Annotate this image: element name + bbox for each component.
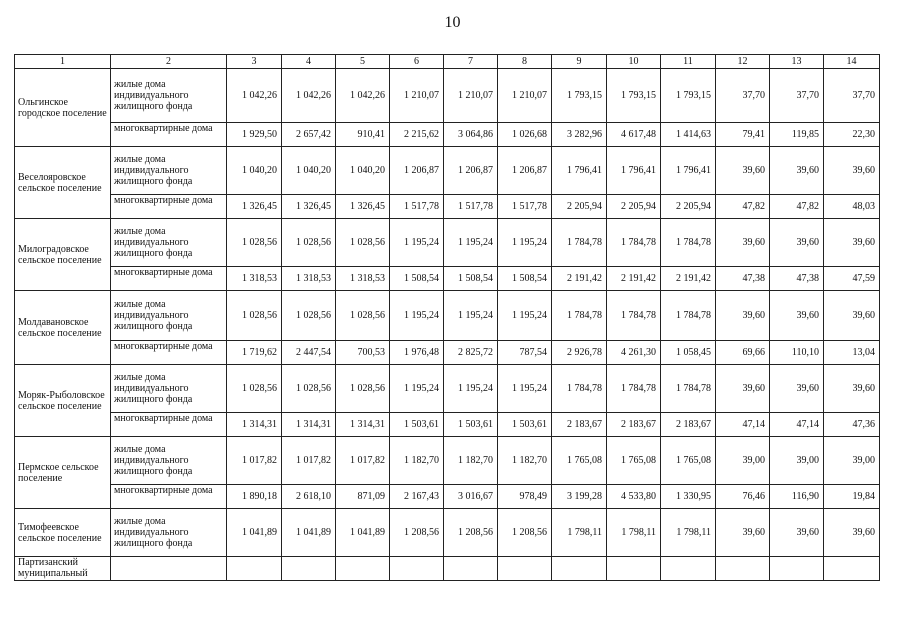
value-cell: 1 026,68 xyxy=(498,123,552,147)
table-body xyxy=(15,55,880,581)
value-cell: 2 926,78 xyxy=(552,341,607,365)
value-cell: 4 617,48 xyxy=(607,123,661,147)
value-cell: 1 017,82 xyxy=(336,437,390,485)
settlement-name: Моряк-Рыболовское сельское поселение xyxy=(15,365,111,437)
value-cell: 39,60 xyxy=(770,509,824,557)
value-cell: 39,60 xyxy=(770,219,824,267)
value-cell: 700,53 xyxy=(336,341,390,365)
value-cell: 1 784,78 xyxy=(607,365,661,413)
value-cell: 1 041,89 xyxy=(227,509,282,557)
value-cell: 2 183,67 xyxy=(552,413,607,437)
value-cell: 1 796,41 xyxy=(661,147,716,195)
housing-type: многоквартирные дома xyxy=(111,341,227,365)
value-cell: 2 618,10 xyxy=(282,485,336,509)
value-cell: 1 517,78 xyxy=(444,195,498,219)
value-cell: 37,70 xyxy=(824,69,880,123)
value-cell: 3 199,28 xyxy=(552,485,607,509)
value-cell: 1 798,11 xyxy=(661,509,716,557)
table-row xyxy=(15,219,880,267)
value-cell: 1 784,78 xyxy=(607,219,661,267)
value-cell: 1 318,53 xyxy=(227,267,282,291)
value-cell: 1 028,56 xyxy=(282,291,336,341)
value-cell: 19,84 xyxy=(824,485,880,509)
value-cell: 1 195,24 xyxy=(444,365,498,413)
value-cell: 3 282,96 xyxy=(552,123,607,147)
housing-type: многоквартирные дома xyxy=(111,413,227,437)
value-cell: 1 042,26 xyxy=(227,69,282,123)
value-cell: 4 533,80 xyxy=(607,485,661,509)
value-cell: 119,85 xyxy=(770,123,824,147)
value-cell xyxy=(282,557,336,581)
column-header: 9 xyxy=(552,55,607,69)
value-cell: 1 028,56 xyxy=(227,291,282,341)
value-cell: 1 206,87 xyxy=(390,147,444,195)
value-cell: 1 058,45 xyxy=(661,341,716,365)
value-cell: 1 208,56 xyxy=(390,509,444,557)
value-cell: 1 195,24 xyxy=(390,291,444,341)
value-cell: 1 182,70 xyxy=(390,437,444,485)
table-row xyxy=(15,557,880,581)
value-cell: 1 793,15 xyxy=(552,69,607,123)
settlement-name: Ольгинское городское поселение xyxy=(15,69,111,147)
value-cell: 47,82 xyxy=(770,195,824,219)
value-cell: 2 205,94 xyxy=(607,195,661,219)
table-row xyxy=(15,341,880,365)
value-cell: 1 414,63 xyxy=(661,123,716,147)
value-cell: 1 182,70 xyxy=(498,437,552,485)
value-cell: 79,41 xyxy=(716,123,770,147)
column-header: 3 xyxy=(227,55,282,69)
value-cell: 787,54 xyxy=(498,341,552,365)
value-cell: 1 798,11 xyxy=(552,509,607,557)
value-cell: 47,36 xyxy=(824,413,880,437)
value-cell: 1 042,26 xyxy=(336,69,390,123)
value-cell: 39,60 xyxy=(770,291,824,341)
value-cell: 1 517,78 xyxy=(498,195,552,219)
value-cell xyxy=(336,557,390,581)
value-cell: 2 183,67 xyxy=(661,413,716,437)
column-header: 12 xyxy=(716,55,770,69)
table-row xyxy=(15,365,880,413)
settlement-name: Тимофеевское сельское поселение xyxy=(15,509,111,557)
settlement-name: Веселояровское сельское поселение xyxy=(15,147,111,219)
value-cell: 1 041,89 xyxy=(336,509,390,557)
value-cell: 1 028,56 xyxy=(282,365,336,413)
value-cell: 871,09 xyxy=(336,485,390,509)
column-header: 7 xyxy=(444,55,498,69)
value-cell: 1 028,56 xyxy=(336,219,390,267)
value-cell: 2 167,43 xyxy=(390,485,444,509)
value-cell: 1 206,87 xyxy=(444,147,498,195)
value-cell: 1 784,78 xyxy=(661,219,716,267)
value-cell: 39,60 xyxy=(824,365,880,413)
value-cell: 1 318,53 xyxy=(336,267,390,291)
table-row xyxy=(15,413,880,437)
value-cell: 47,59 xyxy=(824,267,880,291)
value-cell: 1 195,24 xyxy=(444,219,498,267)
housing-type: жилые дома индивидуального жилищного фонда xyxy=(111,437,227,485)
value-cell: 47,82 xyxy=(716,195,770,219)
value-cell: 3 016,67 xyxy=(444,485,498,509)
value-cell: 1 503,61 xyxy=(498,413,552,437)
value-cell: 2 447,54 xyxy=(282,341,336,365)
housing-type: многоквартирные дома xyxy=(111,267,227,291)
value-cell: 1 326,45 xyxy=(282,195,336,219)
value-cell: 39,60 xyxy=(716,147,770,195)
column-header: 2 xyxy=(111,55,227,69)
value-cell: 47,38 xyxy=(716,267,770,291)
value-cell: 1 314,31 xyxy=(227,413,282,437)
value-cell xyxy=(444,557,498,581)
value-cell: 39,60 xyxy=(824,219,880,267)
value-cell: 1 784,78 xyxy=(552,219,607,267)
value-cell: 1 195,24 xyxy=(390,365,444,413)
value-cell: 1 503,61 xyxy=(390,413,444,437)
value-cell: 1 210,07 xyxy=(498,69,552,123)
value-cell: 1 330,95 xyxy=(661,485,716,509)
value-cell: 2 183,67 xyxy=(607,413,661,437)
table-row xyxy=(15,123,880,147)
value-cell: 1 017,82 xyxy=(282,437,336,485)
value-cell: 1 508,54 xyxy=(444,267,498,291)
value-cell: 1 326,45 xyxy=(227,195,282,219)
value-cell: 978,49 xyxy=(498,485,552,509)
value-cell: 1 784,78 xyxy=(661,291,716,341)
value-cell: 39,00 xyxy=(824,437,880,485)
value-cell: 2 657,42 xyxy=(282,123,336,147)
value-cell: 1 028,56 xyxy=(336,291,390,341)
value-cell: 2 191,42 xyxy=(552,267,607,291)
value-cell: 1 326,45 xyxy=(336,195,390,219)
value-cell: 37,70 xyxy=(770,69,824,123)
column-header: 6 xyxy=(390,55,444,69)
column-header: 1 xyxy=(15,55,111,69)
column-header: 10 xyxy=(607,55,661,69)
housing-type xyxy=(111,557,227,581)
housing-type: жилые дома индивидуального жилищного фонда xyxy=(111,509,227,557)
value-cell: 2 205,94 xyxy=(661,195,716,219)
value-cell: 3 064,86 xyxy=(444,123,498,147)
table-row xyxy=(15,69,880,123)
value-cell: 1 041,89 xyxy=(282,509,336,557)
table-row xyxy=(15,291,880,341)
settlement-name: Милоградовское сельское поселение xyxy=(15,219,111,291)
value-cell xyxy=(607,557,661,581)
housing-type: жилые дома индивидуального жилищного фонда xyxy=(111,147,227,195)
value-cell: 1 765,08 xyxy=(552,437,607,485)
tariff-table xyxy=(14,54,880,581)
value-cell: 1 314,31 xyxy=(336,413,390,437)
table-row xyxy=(15,485,880,509)
value-cell: 39,60 xyxy=(716,291,770,341)
value-cell: 1 195,24 xyxy=(498,365,552,413)
value-cell: 47,14 xyxy=(770,413,824,437)
value-cell: 22,30 xyxy=(824,123,880,147)
value-cell: 910,41 xyxy=(336,123,390,147)
table-row xyxy=(15,267,880,291)
value-cell: 39,60 xyxy=(770,365,824,413)
settlement-name: Партизанский муниципальный xyxy=(15,557,111,581)
value-cell: 2 825,72 xyxy=(444,341,498,365)
value-cell: 4 261,30 xyxy=(607,341,661,365)
value-cell: 39,60 xyxy=(770,147,824,195)
value-cell: 1 929,50 xyxy=(227,123,282,147)
value-cell: 1 028,56 xyxy=(336,365,390,413)
value-cell: 1 798,11 xyxy=(607,509,661,557)
value-cell: 1 976,48 xyxy=(390,341,444,365)
value-cell: 1 503,61 xyxy=(444,413,498,437)
value-cell: 1 182,70 xyxy=(444,437,498,485)
value-cell xyxy=(390,557,444,581)
table-row xyxy=(15,437,880,485)
value-cell: 2 191,42 xyxy=(607,267,661,291)
table-row xyxy=(15,509,880,557)
value-cell: 69,66 xyxy=(716,341,770,365)
page-number: 10 xyxy=(444,14,461,31)
value-cell xyxy=(227,557,282,581)
value-cell: 1 796,41 xyxy=(552,147,607,195)
value-cell: 39,60 xyxy=(716,509,770,557)
settlement-name: Молдавановское сельское поселение xyxy=(15,291,111,365)
value-cell: 1 793,15 xyxy=(607,69,661,123)
value-cell: 2 191,42 xyxy=(661,267,716,291)
value-cell: 1 517,78 xyxy=(390,195,444,219)
value-cell: 1 784,78 xyxy=(607,291,661,341)
value-cell: 1 719,62 xyxy=(227,341,282,365)
value-cell: 1 195,24 xyxy=(444,291,498,341)
value-cell: 1 784,78 xyxy=(552,365,607,413)
column-header: 14 xyxy=(824,55,880,69)
value-cell: 13,04 xyxy=(824,341,880,365)
value-cell: 39,60 xyxy=(716,365,770,413)
housing-type: жилые дома индивидуального жилищного фонда xyxy=(111,365,227,413)
housing-type: многоквартирные дома xyxy=(111,195,227,219)
value-cell: 1 208,56 xyxy=(444,509,498,557)
housing-type: многоквартирные дома xyxy=(111,123,227,147)
table-row xyxy=(15,147,880,195)
value-cell: 2 215,62 xyxy=(390,123,444,147)
value-cell: 1 318,53 xyxy=(282,267,336,291)
value-cell xyxy=(716,557,770,581)
header-row xyxy=(15,55,880,69)
value-cell xyxy=(661,557,716,581)
value-cell: 1 508,54 xyxy=(498,267,552,291)
housing-type: жилые дома индивидуального жилищного фонда xyxy=(111,219,227,267)
value-cell: 1 017,82 xyxy=(227,437,282,485)
value-cell: 1 793,15 xyxy=(661,69,716,123)
column-header: 4 xyxy=(282,55,336,69)
value-cell xyxy=(824,557,880,581)
value-cell: 1 765,08 xyxy=(607,437,661,485)
value-cell: 1 195,24 xyxy=(390,219,444,267)
value-cell: 2 205,94 xyxy=(552,195,607,219)
value-cell: 1 208,56 xyxy=(498,509,552,557)
value-cell: 1 210,07 xyxy=(390,69,444,123)
value-cell: 1 195,24 xyxy=(498,291,552,341)
value-cell: 39,60 xyxy=(716,219,770,267)
value-cell: 110,10 xyxy=(770,341,824,365)
value-cell xyxy=(770,557,824,581)
housing-type: жилые дома индивидуального жилищного фонда xyxy=(111,69,227,123)
table-row xyxy=(15,195,880,219)
value-cell: 47,14 xyxy=(716,413,770,437)
housing-type: многоквартирные дома xyxy=(111,485,227,509)
value-cell xyxy=(498,557,552,581)
column-header: 8 xyxy=(498,55,552,69)
value-cell: 1 508,54 xyxy=(390,267,444,291)
column-header: 5 xyxy=(336,55,390,69)
value-cell: 1 210,07 xyxy=(444,69,498,123)
value-cell: 1 028,56 xyxy=(282,219,336,267)
value-cell: 1 028,56 xyxy=(227,365,282,413)
value-cell: 39,60 xyxy=(824,509,880,557)
value-cell: 48,03 xyxy=(824,195,880,219)
value-cell: 1 784,78 xyxy=(661,365,716,413)
column-header: 11 xyxy=(661,55,716,69)
value-cell: 1 028,56 xyxy=(227,219,282,267)
value-cell: 1 195,24 xyxy=(498,219,552,267)
value-cell: 1 042,26 xyxy=(282,69,336,123)
housing-type: жилые дома индивидуального жилищного фонда xyxy=(111,291,227,341)
value-cell: 39,00 xyxy=(716,437,770,485)
settlement-name: Пермское сельское поселение xyxy=(15,437,111,509)
column-header: 13 xyxy=(770,55,824,69)
value-cell: 47,38 xyxy=(770,267,824,291)
value-cell: 39,60 xyxy=(824,291,880,341)
value-cell: 1 784,78 xyxy=(552,291,607,341)
value-cell: 1 796,41 xyxy=(607,147,661,195)
value-cell xyxy=(552,557,607,581)
value-cell: 1 206,87 xyxy=(498,147,552,195)
value-cell: 116,90 xyxy=(770,485,824,509)
value-cell: 1 890,18 xyxy=(227,485,282,509)
value-cell: 1 040,20 xyxy=(227,147,282,195)
value-cell: 39,60 xyxy=(824,147,880,195)
value-cell: 1 314,31 xyxy=(282,413,336,437)
value-cell: 1 765,08 xyxy=(661,437,716,485)
value-cell: 76,46 xyxy=(716,485,770,509)
value-cell: 1 040,20 xyxy=(336,147,390,195)
value-cell: 1 040,20 xyxy=(282,147,336,195)
value-cell: 39,00 xyxy=(770,437,824,485)
value-cell: 37,70 xyxy=(716,69,770,123)
